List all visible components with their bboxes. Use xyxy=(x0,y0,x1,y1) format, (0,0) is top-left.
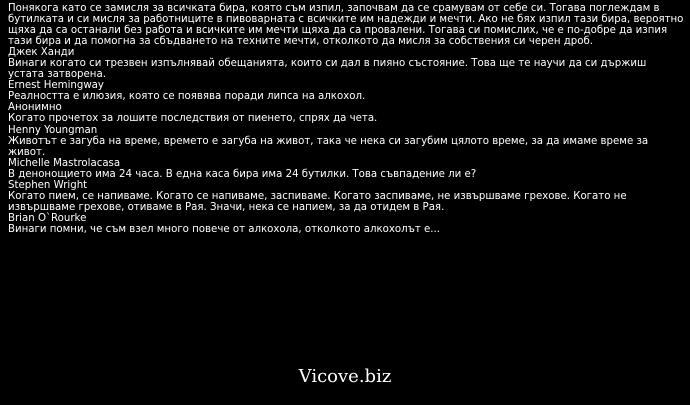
quote-author: Ernest Hemingway xyxy=(8,80,104,92)
quote-text: Когато пием, се напиваме. Когато се напиваме, заспиваме. Когато заспиваме, не извършваме грехове. Когато не извършваме грехове, отиваме в Рая. Значи, нека се напием, за да отидем в Рая. xyxy=(8,190,627,213)
quote-text: Винаги когато си трезвен изпълнявай обещанията, които си дал в пияно състояние. Това ще те научи да си държиш устата затворена. xyxy=(8,58,647,81)
quote-text: Когато прочетох за лошите последствия от пиенето, спрях да чета. xyxy=(8,113,378,125)
quotes-list xyxy=(8,3,684,235)
quote-author: Michelle Mastrolacasa xyxy=(8,157,121,169)
site-watermark: Vicove.biz xyxy=(298,366,392,387)
quote-author: Henny Youngman xyxy=(8,124,98,136)
quote-author: Анонимно xyxy=(8,102,62,114)
quote-text: Понякога като се замисля за всичката бира, която съм изпил, започвам да се срамувам от себе си. Тогава поглеждам в бутилката и си мисля за работниците в пивоварната с всичките им надежди и мечти. Ако не бях изпил тази бира, вероятно щяха да са останали без работа и всичките им мечти щяха да са провалени. Тогава си помислих, че е по-добре да изпия тази бира и да помогна за сбъдването на техните мечти, отколкото да мисля за собствения си черен дроб. xyxy=(8,3,684,48)
quote-author: Джек Ханди xyxy=(8,47,75,59)
quote-text: Реалността е илюзия, която се появява поради липса на алкохол. xyxy=(8,91,366,103)
quote-text: Животът е загуба на време, времето е загуба на живот, така че нека си загубим цялото време, за да имаме време за живот. xyxy=(8,135,649,158)
quote-text: Винаги помни, че съм взел много повече от алкохола, отколкото алкохолът е... xyxy=(8,223,441,235)
quote-author: Brian O`Rourke xyxy=(8,212,87,224)
quote-author: Stephen Wright xyxy=(8,179,88,191)
quote-text: В денонощието има 24 часа. В една каса бира има 24 бутилки. Това съвпадение ли е? xyxy=(8,168,477,180)
